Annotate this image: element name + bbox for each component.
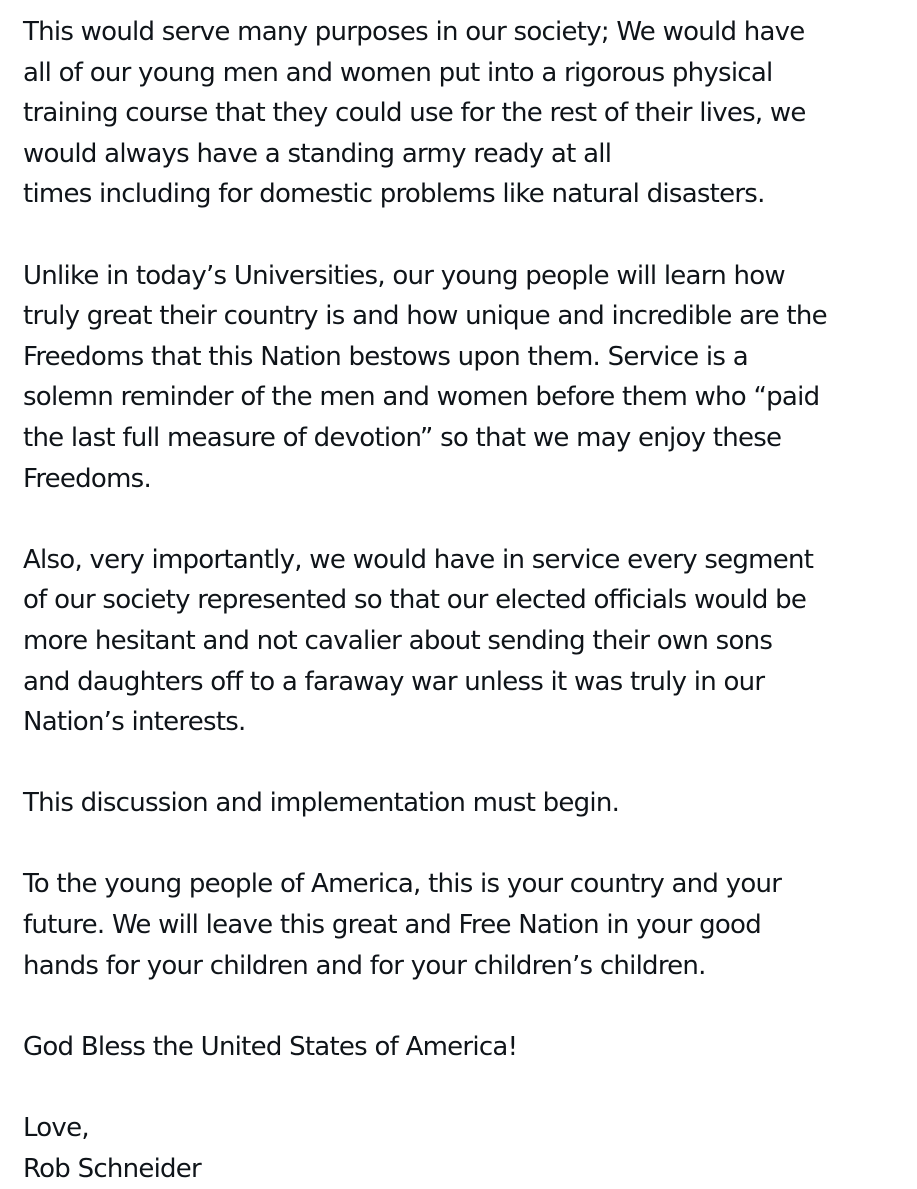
paragraph-young-people: To the young people of America, this is your country and your future. We will leave this great and Free Nation in your good hands for your children and for your children’s children. bbox=[23, 869, 782, 981]
paragraph-purposes: This would serve many purposes in our society; We would have all of our young men and women put into a rigorous physical training course that they could use for the rest of their lives, we would always have a standing army ready at all times including for domestic problems like natural disasters. bbox=[23, 17, 806, 210]
signature-block bbox=[23, 1108, 913, 1189]
author-name: Rob Schneider bbox=[23, 1153, 201, 1184]
post-body bbox=[23, 12, 913, 1189]
closing-line: Love, bbox=[23, 1113, 89, 1144]
paragraph-god-bless: God Bless the United States of America! bbox=[23, 1031, 518, 1062]
paragraph-representation: Also, very importantly, we would have in service every segment of our society represented so that our elected officials would be more hesitant and not cavalier about sending their own sons and daughters off to a faraway war unless it was truly in our Nation’s interests. bbox=[23, 544, 814, 738]
paragraph-discussion: This discussion and implementation must begin. bbox=[23, 788, 620, 819]
paragraph-universities: Unlike in today’s Universities, our young people will learn how truly great their country is and how unique and incredible are the Freedoms that this Nation bestows upon them. Service is a solemn reminder of the men and women before them who “paid the last full measure of devotion” so that we may enjoy these Freedoms. bbox=[23, 260, 827, 494]
